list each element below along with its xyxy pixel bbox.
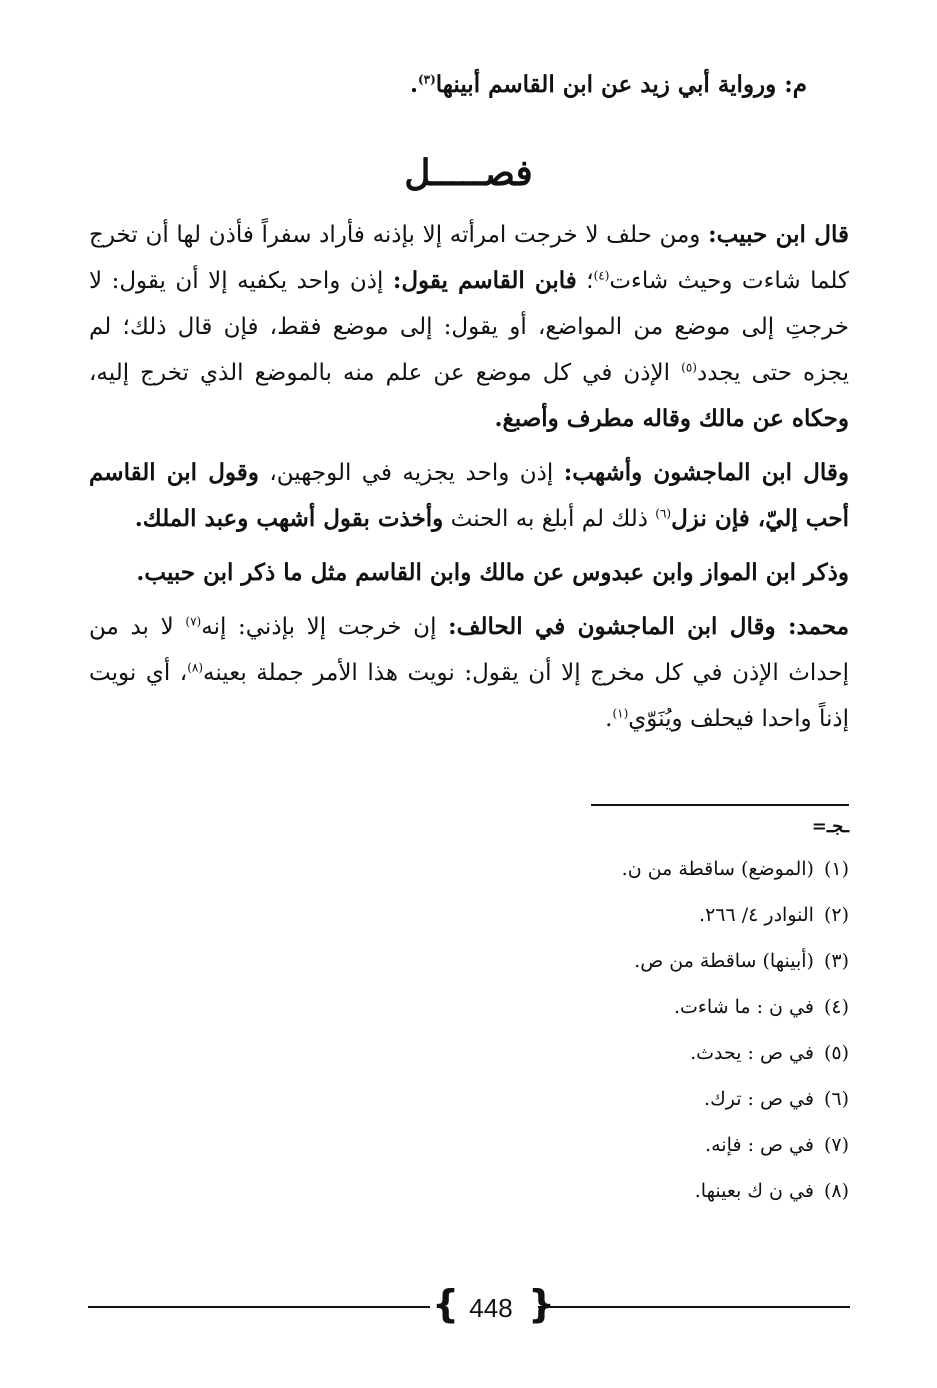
continued-line-text: م: ورواية أبي زيد عن ابن القاسم أبينها: [435, 71, 807, 98]
footnote-ref: (٥): [681, 360, 697, 375]
page-number: 448: [469, 1293, 513, 1323]
paragraph-text: .: [605, 706, 613, 732]
paragraph-2: [89, 450, 849, 542]
bold-text: وأخذت بقول أشهب وعبد الملك.: [134, 505, 444, 532]
speaker-label: وقال ابن الماجشون وأشهب:: [563, 459, 849, 486]
footnote-number: (٤): [823, 996, 849, 1018]
footer-rule-right: [538, 1306, 850, 1308]
bold-text: وحكاه عن مالك وقاله مطرف وأصبغ.: [494, 405, 849, 432]
footnote-ref: (٨): [187, 660, 204, 675]
paragraph-text: إذن واحد يجزيه في الوجهين،: [258, 460, 564, 486]
footnote-ref: (١): [612, 706, 629, 721]
continued-line: [87, 62, 807, 108]
footnote-number: (٣): [823, 950, 849, 972]
footnote-number: (٧): [823, 1134, 849, 1156]
footnote-item: [349, 1076, 849, 1122]
paragraph-3: [89, 550, 849, 596]
bold-text: وقول ابن القاسم أحب إليّ، فإن نزل: [89, 459, 849, 532]
paragraph-text: إن خرجت إلا بإذني: إنه: [201, 614, 449, 640]
left-brace: {: [432, 1282, 460, 1326]
footnote-text: (الموضع) ساقطة من ن.: [621, 858, 814, 880]
footnote-item: [349, 1122, 849, 1168]
footnote-text: في ص : ترك.: [704, 1088, 814, 1110]
paragraph-text: ذلك لم أبلغ به الحنث: [443, 506, 656, 532]
section-heading: فصـــــل: [404, 152, 533, 194]
paragraph-text: الإذن في كل موضع عن علم منه بالموضع الذي تخرج إليه،: [89, 360, 682, 386]
footnote-text: في ص : فإنه.: [705, 1134, 814, 1156]
footnote-ornament: ـجـ=: [811, 816, 849, 837]
footnote-item: [349, 1030, 849, 1076]
bold-text: وقال ابن الماجشون في الحالف:: [448, 613, 788, 640]
footnote-divider: [591, 804, 849, 806]
footnote-number: (٨): [823, 1180, 849, 1202]
speaker-label: قال ابن حبيب:: [708, 221, 849, 248]
speaker-label: محمد:: [787, 613, 850, 640]
right-brace: }: [528, 1282, 556, 1326]
bold-text: وذكر ابن المواز وابن عبدوس عن مالك وابن القاسم مثل ما ذكر ابن حبيب.: [136, 559, 849, 586]
body-text: [89, 212, 849, 750]
paragraph-text: لا بد من إحداث الإذن في كل مخرج إلا أن يقول: نويت هذا الأمر جملة بعينه: [89, 614, 849, 686]
footnote-number: (١): [823, 858, 849, 880]
footnote-text: النوادر ٤/ ٢٦٦.: [699, 904, 814, 926]
footnote-list: [349, 846, 849, 1214]
speaker-label: فابن القاسم يقول:: [392, 267, 577, 294]
footnote-ref: (٣): [417, 72, 436, 87]
footnote-item: [349, 1168, 849, 1214]
footnote-ref: (٧): [185, 614, 202, 629]
footnote-item: [349, 984, 849, 1030]
paragraph-text: ، أي نويت إذناً واحدا فيحلف ويُنَوّي: [89, 660, 849, 732]
continued-line-end: .: [409, 71, 418, 98]
footnote-text: (أبينها) ساقطة من ص.: [634, 950, 814, 972]
footnote-ref: (٦): [655, 506, 672, 521]
footnote-item: [349, 938, 849, 984]
paragraph-1: [89, 212, 849, 442]
footnote-number: (٦): [823, 1088, 849, 1110]
footnote-text: في ن ك بعينها.: [694, 1180, 814, 1202]
paragraph-text: إذن واحد يكفيه إلا أن يقول: لا خرجتِ إلى موضع من المواضع، أو يقول: إلى موضع فقط، فإن قال ذلك؛ لم يجزه حتى يجدد: [89, 268, 849, 386]
footnote-number: (٥): [823, 1042, 849, 1064]
footnote-text: في ص : يحدث.: [690, 1042, 814, 1064]
paragraph-text: ؛: [576, 268, 594, 294]
footnote-item: [349, 846, 849, 892]
page-footer: [88, 1282, 850, 1330]
footnote-number: (٢): [823, 904, 849, 926]
footnote-item: [349, 892, 849, 938]
paragraph-4: [89, 604, 849, 742]
footer-rule-left: [88, 1306, 430, 1308]
paragraph-text: ومن حلف لا خرجت امرأته إلا بإذنه فأراد سفراً فأذن لها أن تخرج كلما شاءت وحيث شاءت: [89, 222, 849, 294]
footnote-text: في ن : ما شاءت.: [673, 996, 814, 1018]
footnote-ref: (٤): [593, 268, 610, 283]
